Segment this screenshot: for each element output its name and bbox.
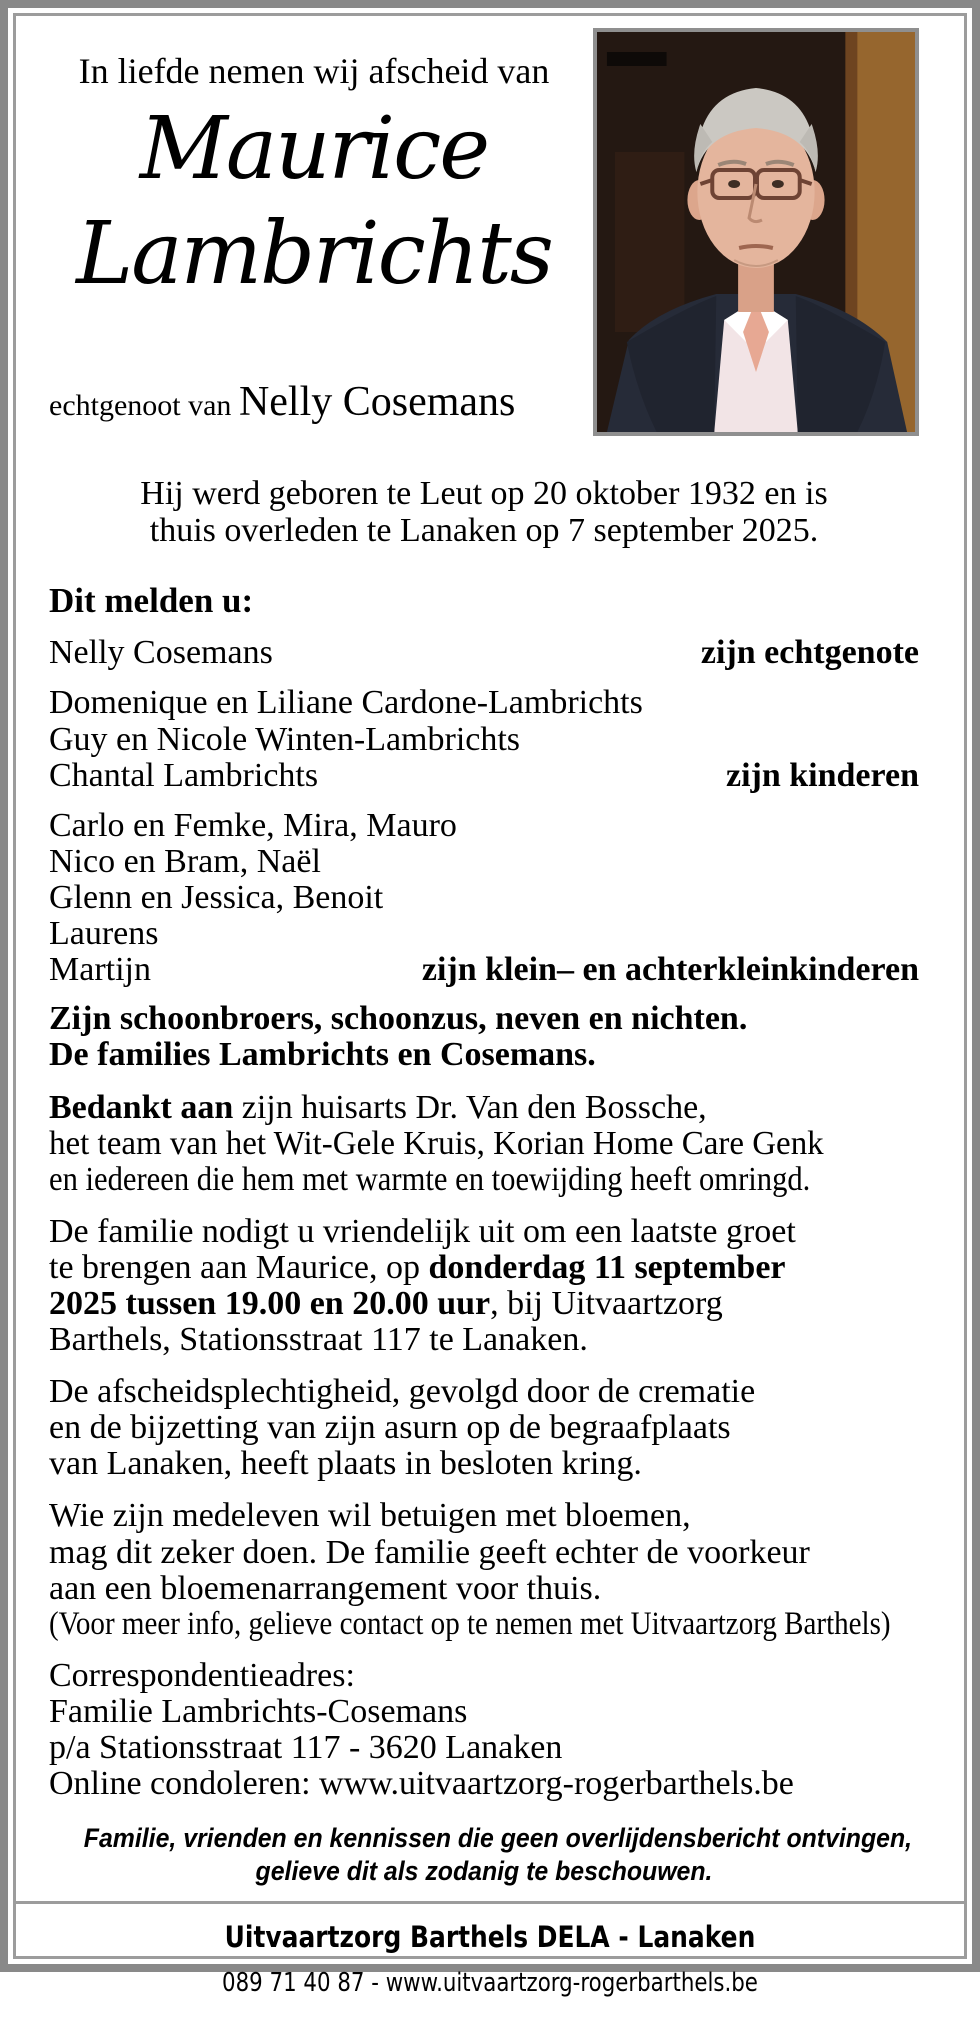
relative-name: Nelly Cosemans (49, 634, 273, 672)
flowers-line-3: aan een bloemenarrangement voor thuis. (49, 1569, 602, 1607)
portrait-photo (593, 28, 919, 436)
funeral-home-name: Uitvaartzorg Barthels DELA - Lanaken (224, 1920, 756, 1955)
correspondence-heading: Correspondentieadres: (49, 1656, 355, 1694)
relation-label-spouse: zijn echtgenote (700, 634, 919, 672)
flowers-line-2: mag dit zeker doen. De familie geeft echter de voorkeur (49, 1533, 810, 1571)
announcement-group-children (49, 685, 919, 793)
relation-label-grandchildren: zijn klein– en achterkleinkinderen (421, 950, 919, 988)
header-text-column (49, 28, 579, 436)
flowers-paragraph (49, 1498, 919, 1641)
relative-name: Martijn (49, 950, 151, 988)
no-notice-disclaimer (49, 1822, 919, 1890)
inner-frame (13, 13, 967, 1999)
funeral-home-contact: 089 71 40 87 - www.uitvaartzorg-rogerbarthels.be (222, 1968, 758, 1999)
relative-name: Laurens (49, 914, 159, 952)
correspondence-online (49, 1766, 919, 1802)
obituary-content (16, 16, 964, 1889)
relative-name: Guy en Nicole Winten-Lambrichts (49, 720, 521, 758)
deceased-first-name: Maurice (139, 99, 489, 199)
ceremony-line-3: van Lanaken, heeft plaats in besloten kring. (49, 1445, 642, 1483)
footer-block (16, 1889, 964, 2018)
header-row (49, 28, 919, 436)
relative-name: Domenique en Liliane Cardone-Lambrichts (49, 684, 643, 722)
portrait-illustration (597, 32, 915, 432)
birth-line-2: thuis overleden te Lanaken op 7 september 2025. (149, 511, 819, 549)
visitation-line-2-pre: te brengen aan Maurice, op (49, 1249, 429, 1287)
visitation-paragraph (49, 1214, 919, 1358)
birth-death-paragraph (49, 476, 919, 549)
thanks-line-1 (49, 1090, 919, 1126)
condolence-prefix: Online condoleren: (49, 1764, 320, 1802)
condolence-url: www.uitvaartzorg-rogerbarthels.be (319, 1764, 794, 1802)
correspondence-family: Familie Lambrichts-Cosemans (49, 1692, 468, 1730)
visitation-line-4: Barthels, Stationsstraat 117 te Lanaken. (49, 1321, 588, 1359)
visitation-date-bold: donderdag 11 september (428, 1249, 786, 1287)
announcement-group-grandchildren (49, 808, 919, 988)
greeting-line: In liefde nemen wij afscheid van (78, 51, 550, 91)
visitation-line-2 (49, 1250, 919, 1286)
relation-label-children: zijn kinderen (725, 756, 919, 794)
funeral-home-footer (16, 1904, 964, 2018)
thanks-line-3: en iedereen die hem met warmte en toewijding heeft omringd. (49, 1161, 811, 1199)
flowers-line-1: Wie zijn medeleven wil betuigen met bloemen, (49, 1497, 691, 1535)
birth-line-1: Hij werd geboren te Leut op 20 oktober 1932 en is (140, 475, 828, 512)
correspondence-address: p/a Stationsstraat 117 - 3620 Lanaken (49, 1728, 563, 1766)
flowers-info-note: (Voor meer info, gelieve contact op te nemen met Uitvaartzorg Barthels) (49, 1605, 891, 1642)
closing-line-1: Zijn schoonbroers, schoonzus, neven en nichten. (49, 999, 748, 1037)
thanks-line-1-rest: zijn huisarts Dr. Van den Bossche, (233, 1089, 707, 1127)
visitation-line-3 (49, 1286, 919, 1322)
visitation-line-3-post: , bij Uitvaartzorg (490, 1285, 723, 1323)
relative-name: Nico en Bram, Naël (49, 842, 321, 880)
disclaimer-line-1: Familie, vrienden en kennissen die geen overlijdensbericht ontvingen, (83, 1822, 913, 1853)
thanks-line-2: het team van het Wit-Gele Kruis, Korian Home Care Genk (49, 1125, 824, 1163)
ceremony-line-2: en de bijzetting van zijn asurn op de begraafplaats (49, 1409, 731, 1447)
deceased-last-name: Lambrichts (76, 203, 552, 304)
visitation-time-bold: 2025 tussen 19.00 en 20.00 uur (49, 1285, 491, 1323)
relative-name: Chantal Lambrichts (49, 756, 319, 794)
relative-name: Glenn en Jessica, Benoit (49, 878, 384, 916)
announcement-group-spouse (49, 635, 919, 671)
spouse-prefix: echtgenoot van (49, 389, 239, 422)
correspondence-paragraph (49, 1658, 919, 1802)
family-closing-lines (49, 1001, 919, 1074)
visitation-line-1: De familie nodigt u vriendelijk uit om een laatste groet (49, 1213, 796, 1251)
announcement-heading: Dit melden u: (49, 581, 254, 621)
spouse-line (49, 378, 579, 436)
disclaimer-line-2: gelieve dit als zodanig te beschouwen. (255, 1856, 713, 1887)
thanks-paragraph (49, 1090, 919, 1198)
closing-line-2: De families Lambrichts en Cosemans. (49, 1036, 596, 1074)
ceremony-line-1: De afscheidsplechtigheid, gevolgd door de crematie (49, 1373, 756, 1411)
ceremony-paragraph (49, 1374, 919, 1482)
thanks-bold-prefix: Bedankt aan (49, 1089, 234, 1127)
relative-name: Carlo en Femke, Mira, Mauro (49, 806, 457, 844)
spouse-name: Nelly Cosemans (238, 379, 516, 425)
